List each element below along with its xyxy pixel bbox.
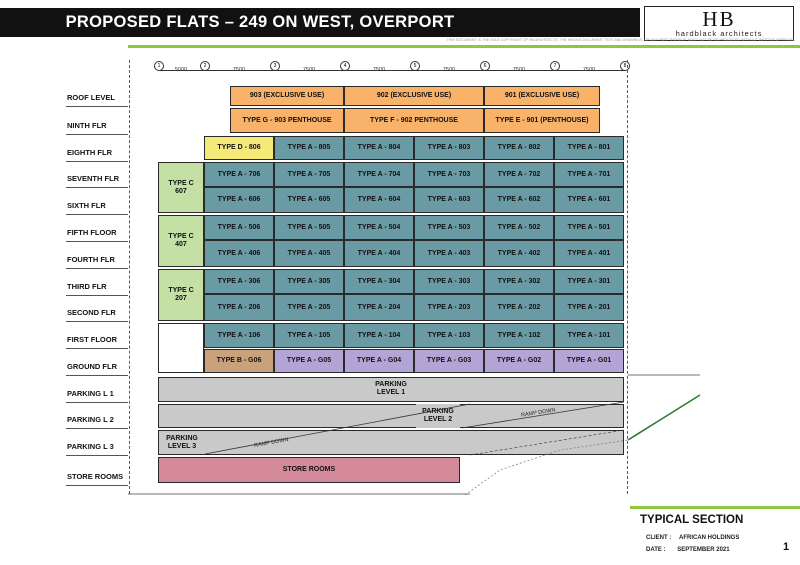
unit-cell: TYPE A - 801 — [554, 136, 624, 160]
unit-cell: TYPE A - G03 — [414, 349, 484, 373]
unit-cell: TYPE A - 104 — [344, 323, 414, 348]
unit-cell: TYPE A - 805 — [274, 136, 344, 160]
floor-label-eighth: EIGHTH FLR — [67, 148, 112, 157]
unit-cell: TYPE A - 103 — [414, 323, 484, 348]
unit-cell: TYPE A - 404 — [344, 240, 414, 267]
footer-accent-divider — [630, 506, 800, 509]
penthouse-unit: TYPE E - 901 (PENTHOUSE) — [484, 108, 600, 133]
unit-cell: TYPE A - 405 — [274, 240, 344, 267]
floor-label-parking-2: PARKING L 2 — [67, 415, 114, 424]
unit-cell: TYPE A - 603 — [414, 187, 484, 213]
date-row — [646, 547, 730, 553]
dimension-text: 7500 — [372, 67, 386, 73]
dimension-text: 7500 — [302, 67, 316, 73]
unit-cell: TYPE A - 102 — [484, 323, 554, 348]
floor-label-second: SECOND FLR — [67, 308, 116, 317]
unit-cell: TYPE A - 604 — [344, 187, 414, 213]
type-c-unit: TYPE C 407 — [158, 215, 204, 267]
unit-cell: TYPE A - 503 — [414, 215, 484, 240]
grid-bubble: 6 — [480, 61, 490, 71]
unit-cell: TYPE A - 702 — [484, 162, 554, 187]
unit-cell: TYPE A - 803 — [414, 136, 484, 160]
unit-cell: TYPE A - 602 — [484, 187, 554, 213]
ramp-label: RAMP DOWN — [253, 437, 289, 449]
unit-cell: TYPE D - 806 — [204, 136, 274, 160]
floor-label-parking-1: PARKING L 1 — [67, 389, 114, 398]
landscape-slope — [628, 395, 700, 440]
grid-bubble: 3 — [270, 61, 280, 71]
roof-unit: 901 (EXCLUSIVE USE) — [484, 86, 600, 106]
date-label: DATE : — [646, 547, 666, 553]
unit-cell: TYPE A - 203 — [414, 294, 484, 321]
dimension-text: 7500 — [232, 67, 246, 73]
copyright-notice: THIS DOCUMENT IS THE SOLE COPYRIGHT OF HB ARCHITECTS. THE WHOLE DOCUMENT, TEXT AND DRAWINGS, OR ANY PART THEREOF, MUST NOT BE RE-PRODUCED WITHOUT WRITTEN APPROVAL — [446, 38, 795, 42]
section-title: TYPICAL SECTION — [640, 514, 744, 526]
grid-bubble: 8 — [620, 61, 630, 71]
floor-label-first: FIRST FLOOR — [67, 335, 117, 344]
dimension-text: 7500 — [582, 67, 596, 73]
roof-unit: 902 (EXCLUSIVE USE) — [344, 86, 484, 106]
unit-cell: TYPE A - 802 — [484, 136, 554, 160]
page-title: PROPOSED FLATS – 249 ON WEST, OVERPORT — [65, 13, 455, 31]
unit-cell: TYPE A - 204 — [344, 294, 414, 321]
type-c-unit: TYPE C 207 — [158, 269, 204, 321]
grid-bubble: 5 — [410, 61, 420, 71]
unit-cell: TYPE A - 501 — [554, 215, 624, 240]
floor-label-ground: GROUND FLR — [67, 362, 117, 371]
penthouse-unit: TYPE G - 903 PENTHOUSE — [230, 108, 344, 133]
unit-cell: TYPE A - 704 — [344, 162, 414, 187]
dimension-text: 7500 — [512, 67, 526, 73]
dimension-text: 5000 — [174, 67, 188, 73]
ramp-line — [470, 430, 624, 455]
unit-cell: TYPE A - 703 — [414, 162, 484, 187]
floor-label-store-rooms: STORE ROOMS — [67, 472, 124, 481]
roof-unit: 903 (EXCLUSIVE USE) — [230, 86, 344, 106]
page-number: 1 — [783, 541, 790, 553]
unit-cell: TYPE A - 601 — [554, 187, 624, 213]
unit-cell: TYPE A - G04 — [344, 349, 414, 373]
unit-cell: TYPE A - 301 — [554, 269, 624, 294]
unit-cell: TYPE A - 505 — [274, 215, 344, 240]
unit-cell: TYPE A - 304 — [344, 269, 414, 294]
logo-mark: HB — [702, 7, 736, 31]
unit-cell: TYPE A - 506 — [204, 215, 274, 240]
client-value: AFRICAN HOLDINGS — [679, 535, 740, 541]
unit-cell: TYPE A - G02 — [484, 349, 554, 373]
floor-label-third: THIRD FLR — [67, 282, 107, 291]
floor-label-sixth: SIXTH FLR — [67, 201, 106, 210]
unit-cell: TYPE A - 205 — [274, 294, 344, 321]
client-label: CLIENT : — [646, 535, 672, 541]
floor-label-seventh: SEVENTH FLR — [67, 174, 120, 183]
unit-cell: TYPE A - 605 — [274, 187, 344, 213]
parking-level-1: PARKING LEVEL 1 — [158, 377, 624, 402]
unit-cell: TYPE A - 106 — [204, 323, 274, 348]
unit-cell: TYPE A - 706 — [204, 162, 274, 187]
unit-cell: TYPE A - 206 — [204, 294, 274, 321]
grid-bubble: 4 — [340, 61, 350, 71]
unit-cell: TYPE A - G01 — [554, 349, 624, 373]
grid-bubble: 7 — [550, 61, 560, 71]
client-row — [646, 535, 739, 541]
dimension-text: 7500 — [442, 67, 456, 73]
floor-label-roof: ROOF LEVEL — [67, 93, 115, 102]
unit-cell: TYPE A - 401 — [554, 240, 624, 267]
ramp-line — [205, 404, 470, 454]
unit-cell: TYPE A - 303 — [414, 269, 484, 294]
grid-bubble: 2 — [200, 61, 210, 71]
unit-cell: TYPE A - 804 — [344, 136, 414, 160]
parking-level-2: PARKING LEVEL 2 — [416, 404, 460, 428]
ramp-label: RAMP DOWN — [520, 407, 556, 419]
unit-cell: TYPE A - 402 — [484, 240, 554, 267]
parking-level-3: PARKING LEVEL 3 — [160, 431, 204, 454]
unit-cell: TYPE B - G06 — [204, 349, 274, 373]
unit-cell: TYPE A - 201 — [554, 294, 624, 321]
floor-label-ninth: NINTH FLR — [67, 121, 107, 130]
unit-cell: TYPE A - 403 — [414, 240, 484, 267]
natural-ground-line — [465, 440, 628, 495]
unit-cell: TYPE A - G05 — [274, 349, 344, 373]
unit-cell: TYPE A - 101 — [554, 323, 624, 348]
unit-cell: TYPE A - 705 — [274, 162, 344, 187]
floor-label-fifth: FIFTH FLOOR — [67, 228, 117, 237]
grid-bubble: 1 — [154, 61, 164, 71]
unit-cell: TYPE A - 305 — [274, 269, 344, 294]
unit-cell: TYPE A - 701 — [554, 162, 624, 187]
unit-cell: TYPE A - 502 — [484, 215, 554, 240]
unit-cell: TYPE A - 406 — [204, 240, 274, 267]
unit-cell: TYPE A - 302 — [484, 269, 554, 294]
unit-cell: TYPE A - 606 — [204, 187, 274, 213]
unit-cell: TYPE A - 105 — [274, 323, 344, 348]
floor-label-fourth: FOURTH FLR — [67, 255, 115, 264]
floor-label-parking-3: PARKING L 3 — [67, 442, 114, 451]
unit-cell: TYPE A - 504 — [344, 215, 414, 240]
unit-cell: TYPE A - 202 — [484, 294, 554, 321]
unit-cell: TYPE A - 306 — [204, 269, 274, 294]
date-value: SEPTEMBER 2021 — [677, 547, 730, 553]
logo-text: hardblack architects — [675, 29, 763, 38]
store-rooms: STORE ROOMS — [158, 457, 460, 483]
penthouse-unit: TYPE F - 902 PENTHOUSE — [344, 108, 484, 133]
type-c-unit: TYPE C 607 — [158, 162, 204, 213]
